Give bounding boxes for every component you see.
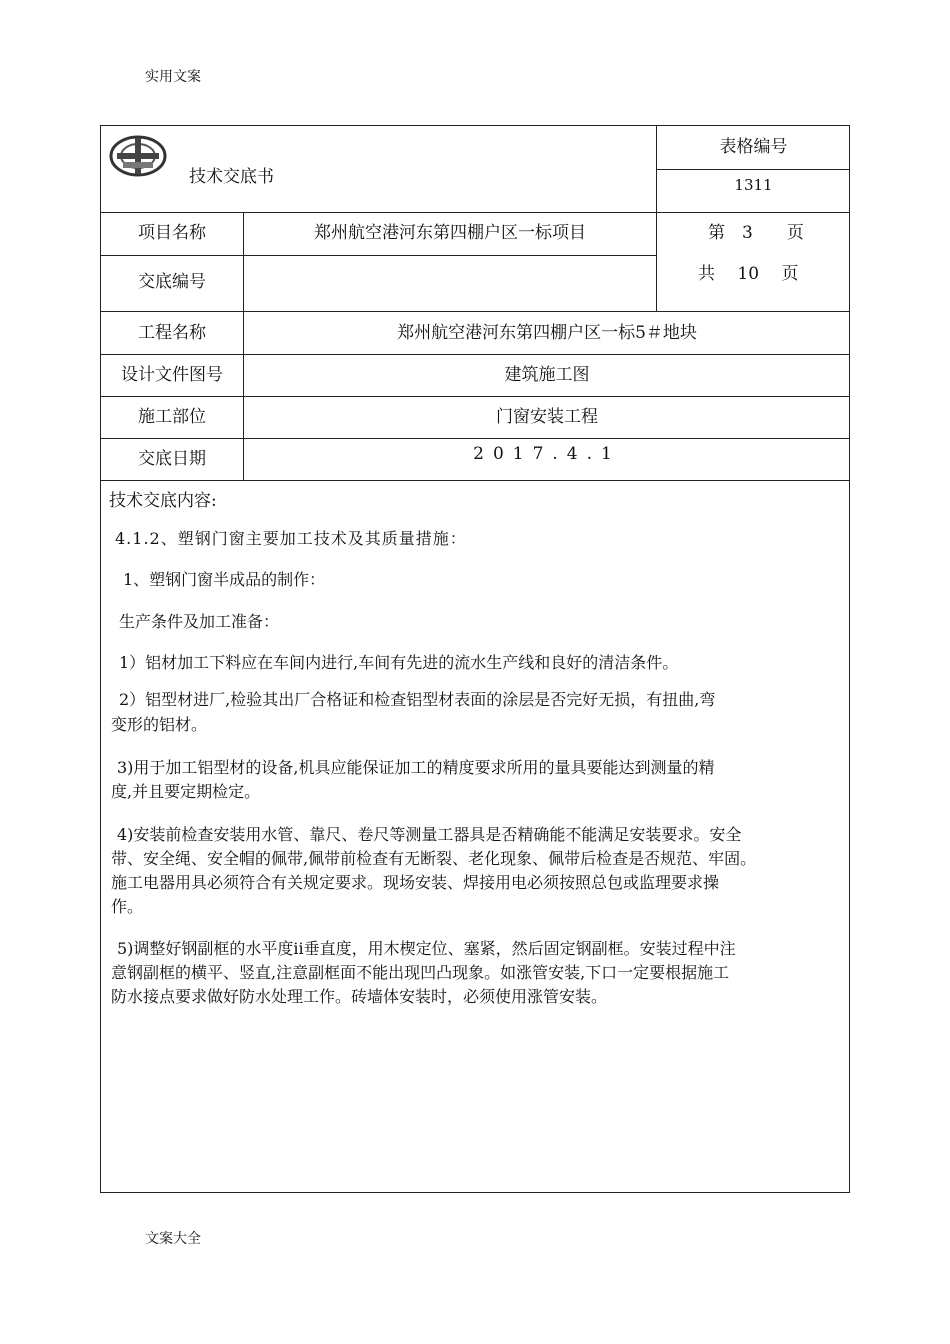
footer-note: 文案大全 <box>145 1231 201 1247</box>
construction-part-label: 施工部位 <box>138 407 206 427</box>
content-paragraph: 2）铝型材进厂,检验其出厂合格证和检查铝型材表面的涂层是否完好无损，有扭曲,弯 <box>119 690 716 709</box>
project-name-value: 郑州航空港河东第四棚户区一标项目 <box>314 223 586 243</box>
design-drawing-label: 设计文件图号 <box>121 365 223 385</box>
disclosure-date-value: 2017.4.1 <box>473 444 621 464</box>
design-drawing-value: 建筑施工图 <box>504 365 590 385</box>
company-logo-icon <box>109 134 167 178</box>
content-paragraph: 1、塑钢门窗半成品的制作： <box>123 570 326 589</box>
content-paragraph: 4.1.2、塑钢门窗主要加工技术及其质量措施： <box>115 529 467 548</box>
disclosure-number-label: 交底编号 <box>138 272 206 292</box>
form-title: 技术交底书 <box>189 167 274 187</box>
content-paragraph: 变形的铝材。 <box>111 715 208 734</box>
content-paragraph: 防水接点要求做好防水处理工作。砖墙体安装时，必须使用涨管安装。 <box>111 987 608 1006</box>
content-paragraph: 4)安装前检查安装用水管、靠尺、卷尺等测量工器具是否精确能不能满足安装要求。安全 <box>117 825 742 844</box>
content-paragraph: 度,并且要定期检定。 <box>111 782 261 801</box>
engineering-name-value: 郑州航空港河东第四棚户区一标5＃地块 <box>397 323 697 343</box>
disclosure-date-label: 交底日期 <box>138 449 206 469</box>
content-paragraph: 3)用于加工铝型材的设备,机具应能保证加工的精度要求所用的量具要能达到测量的精 <box>117 758 715 777</box>
construction-part-value: 门窗安装工程 <box>496 407 598 427</box>
content-label: 技术交底内容: <box>109 491 217 511</box>
project-name-label: 项目名称 <box>138 223 206 243</box>
content-paragraph: 5)调整好钢副框的水平度ii垂直度，用木楔定位、塞紧，然后固定钢副框。安装过程中注 <box>117 939 736 958</box>
content-paragraph: 施工电器用具必须符合有关规定要求。现场安装、焊接用电必须按照总包或监理要求操 <box>111 873 720 892</box>
content-paragraph: 意钢副框的横平、竖直,注意副框面不能出现凹凸现象。如涨管安装,下口一定要根据施工 <box>111 963 730 982</box>
content-paragraph: 作。 <box>111 897 144 916</box>
form-number-label: 表格编号 <box>719 137 788 157</box>
content-paragraph: 带、安全绳、安全帽的佩带,佩带前检查有无断裂、老化现象、佩带后检查是否规范、牢固。 <box>111 849 757 868</box>
engineering-name-label: 工程名称 <box>138 323 206 343</box>
content-paragraph: 生产条件及加工准备： <box>119 612 280 631</box>
form-number-value: 1311 <box>734 176 773 194</box>
page-current: 第 3 页 <box>708 223 804 243</box>
header-note: 实用文案 <box>145 69 201 85</box>
disclosure-form <box>100 125 850 1193</box>
content-paragraph: 1）铝材加工下料应在车间内进行,车间有先进的流水生产线和良好的清洁条件。 <box>119 653 679 672</box>
page-total: 共 10 页 <box>698 264 799 284</box>
